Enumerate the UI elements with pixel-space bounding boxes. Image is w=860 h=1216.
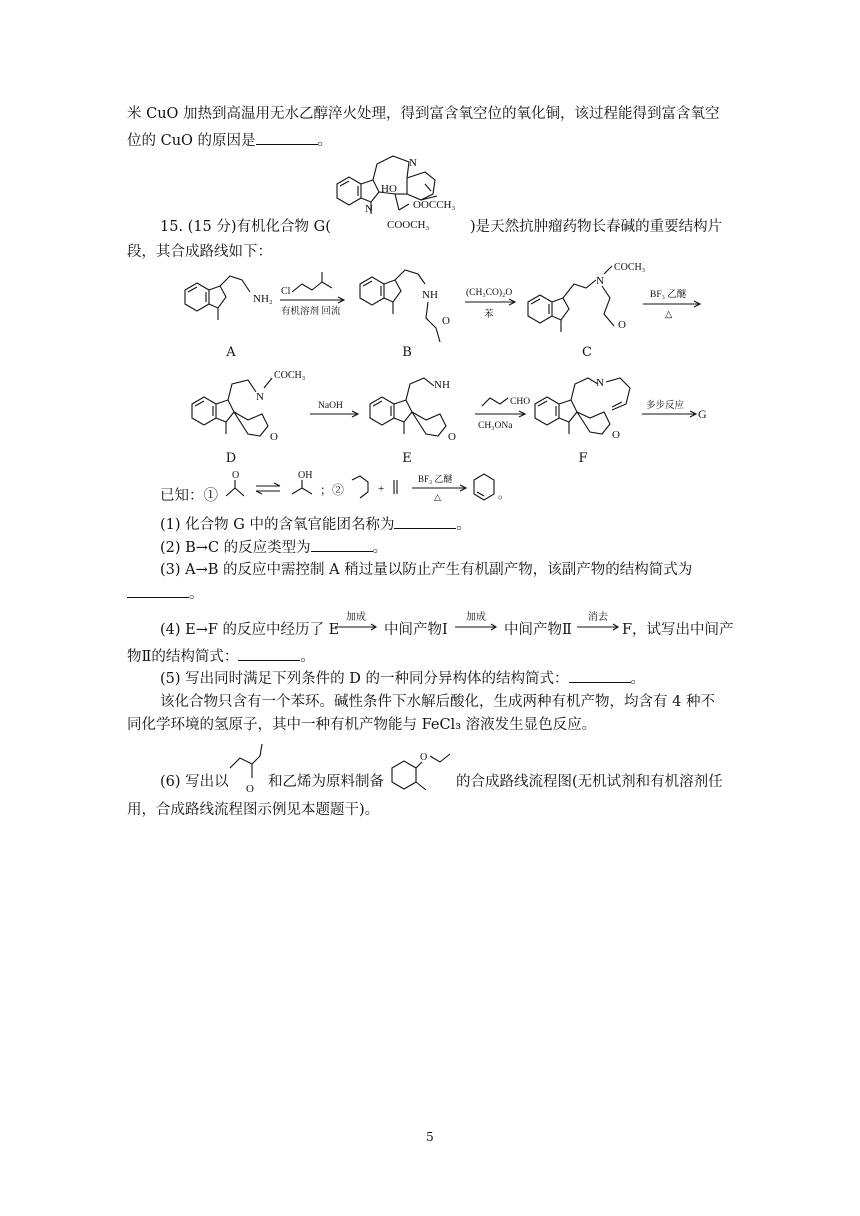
q6-product-structure xyxy=(386,748,454,798)
a-nh2: NH₂ xyxy=(253,293,273,305)
q4-mid1: 中间产物Ⅰ xyxy=(384,622,448,638)
label-b: B xyxy=(402,345,412,360)
compound-c xyxy=(528,262,645,332)
q4-elim-label: 消去 xyxy=(588,612,608,623)
g-n2-label: N xyxy=(365,203,373,215)
known-cond-above: BF₃ 乙醚 xyxy=(418,474,453,484)
q6-product-o: O xyxy=(420,752,428,763)
g-oocch3-label: OOCCH₃ xyxy=(413,199,456,211)
q2-end: 。 xyxy=(372,540,388,556)
r3-above: BF₃ 乙醚 xyxy=(650,290,687,300)
q3-line-1: (3) A→B 的反应中需控制 A 稍过量以防止产生有机副产物，该副产物的结构简式为 xyxy=(160,562,693,578)
intro-line-2 xyxy=(127,130,332,151)
compound-g-structure xyxy=(325,146,475,236)
q15-head-line-2: 段，其合成路线如下： xyxy=(127,244,272,260)
label-e: E xyxy=(402,451,412,466)
b-o: O xyxy=(442,315,450,327)
label-a: A xyxy=(226,345,236,360)
r5-below: CH₃ONa xyxy=(478,421,513,431)
e-o: O xyxy=(448,431,456,443)
q4-blank[interactable] xyxy=(238,646,300,661)
known-o: O xyxy=(232,470,240,481)
r3-below: △ xyxy=(665,310,673,320)
known-plus: + xyxy=(378,483,385,495)
label-d: D xyxy=(225,451,237,466)
label-f: F xyxy=(578,451,588,466)
q5-line-3: 同化学环境的氢原子，其中一种有机产物能与 FeCl₃ 溶液发生显色反应。 xyxy=(127,717,597,733)
q3-blank[interactable] xyxy=(127,583,189,598)
q4-arrow-1 xyxy=(334,622,378,632)
known-reactions xyxy=(222,466,512,506)
g-ho-label: HO xyxy=(381,183,397,195)
q4-add2-label: 加成 xyxy=(466,612,486,623)
q4-end: 。 xyxy=(300,649,315,665)
q6-reactant-structure xyxy=(226,742,268,798)
q3-end: 。 xyxy=(189,586,204,602)
compound-f xyxy=(535,377,630,441)
r2-below: 苯 xyxy=(484,310,494,320)
known-prefix: 已知：① xyxy=(160,488,218,504)
q15-head-a: 15. (15 分)有机化合物 G( xyxy=(160,219,331,235)
known-oh: OH xyxy=(298,470,313,481)
d-o: O xyxy=(270,431,278,443)
q4-text-2: 物Ⅱ的结构简式： xyxy=(127,649,239,665)
q2-blank[interactable] xyxy=(311,537,373,552)
q1-text: (1) 化合物 G 中的含氧官能团名称为 xyxy=(160,517,395,533)
known-end: 。 xyxy=(498,487,511,501)
r1-cl: Cl xyxy=(281,286,291,297)
q4-add1-label: 加成 xyxy=(346,612,366,623)
r2-above: (CH₃CO)₂O xyxy=(466,288,513,298)
q5-text: (5) 写出同时满足下列条件的 D 的一种同分异构体的结构简式： xyxy=(160,671,569,687)
intro-line-1: 米 CuO 加热到高温用无水乙醇淬火处理，得到富含氧空位的氧化铜，该过程能得到富含氧空 xyxy=(127,106,720,122)
e-nh: NH xyxy=(434,379,450,391)
compound-a xyxy=(185,276,273,320)
answer-blank[interactable] xyxy=(256,130,318,145)
compound-b xyxy=(360,270,450,342)
d-coch3: COCH₃ xyxy=(274,370,306,381)
intro-line-2b: 。 xyxy=(317,133,333,149)
q5-line-1 xyxy=(160,668,645,689)
q6-line-2: 用，合成路线流程图示例见本题题干)。 xyxy=(127,802,380,818)
q1-blank[interactable] xyxy=(394,514,456,529)
r4-above: NaOH xyxy=(318,401,343,411)
r6-above: 多步反应 xyxy=(646,401,685,411)
q4-line-1 xyxy=(160,620,339,640)
f-n: N xyxy=(596,377,604,389)
scheme-row-2 xyxy=(180,364,720,454)
q2 xyxy=(160,537,387,558)
q2-text: (2) B→C 的反应类型为 xyxy=(160,540,311,556)
intro-line-2a: 位的 CuO 的原因是 xyxy=(127,133,256,149)
q4-text: (4) E→F 的反应中经历了 E xyxy=(160,622,340,638)
q1-end: 。 xyxy=(456,517,471,533)
g-cooch3-label: COOCH₃ xyxy=(387,219,430,231)
q3-line-2 xyxy=(127,583,204,604)
q5-end: 。 xyxy=(630,671,645,687)
q4-mid2: 中间产物Ⅱ xyxy=(504,622,572,638)
c-o: O xyxy=(618,319,626,331)
q4-arrow-2 xyxy=(454,622,498,632)
q4-arrow-3 xyxy=(576,622,620,632)
r5-cho: CHO xyxy=(510,397,531,407)
c-n: N xyxy=(596,275,604,287)
compound-d xyxy=(192,370,305,443)
c-coch3: COCH₃ xyxy=(614,262,646,273)
known-cond-below: △ xyxy=(434,492,441,502)
q6-part-b: 和乙烯为原料制备 xyxy=(268,774,384,790)
q15-head-b: )是天然抗肿瘤药物长春碱的重要结构片 xyxy=(470,219,723,235)
label-c: C xyxy=(582,345,592,360)
q1 xyxy=(160,514,471,535)
product-g: G xyxy=(698,407,707,421)
q4-line-2 xyxy=(127,646,315,667)
d-n: N xyxy=(256,391,264,403)
q6-part-c: 的合成路线流程图(无机试剂和有机溶剂任 xyxy=(456,774,723,790)
q4-tail: F，试写出中间产 xyxy=(622,622,734,638)
b-nh: NH xyxy=(422,289,438,301)
r1-below: 有机溶剂 回流 xyxy=(281,307,341,317)
compound-e xyxy=(370,378,456,443)
known-sep: ；② xyxy=(320,483,345,497)
page-number: 5 xyxy=(426,1130,434,1144)
q5-blank[interactable] xyxy=(569,668,631,683)
q6-o: O xyxy=(246,783,254,795)
q6-part-a: (6) 写出以 xyxy=(160,774,229,790)
g-n-label: N xyxy=(409,157,417,169)
q5-line-2: 该化合物只含有一个苯环。碱性条件下水解后酸化，生成两种有机产物，均含有 4 种不 xyxy=(160,694,715,710)
f-o: O xyxy=(612,429,620,441)
